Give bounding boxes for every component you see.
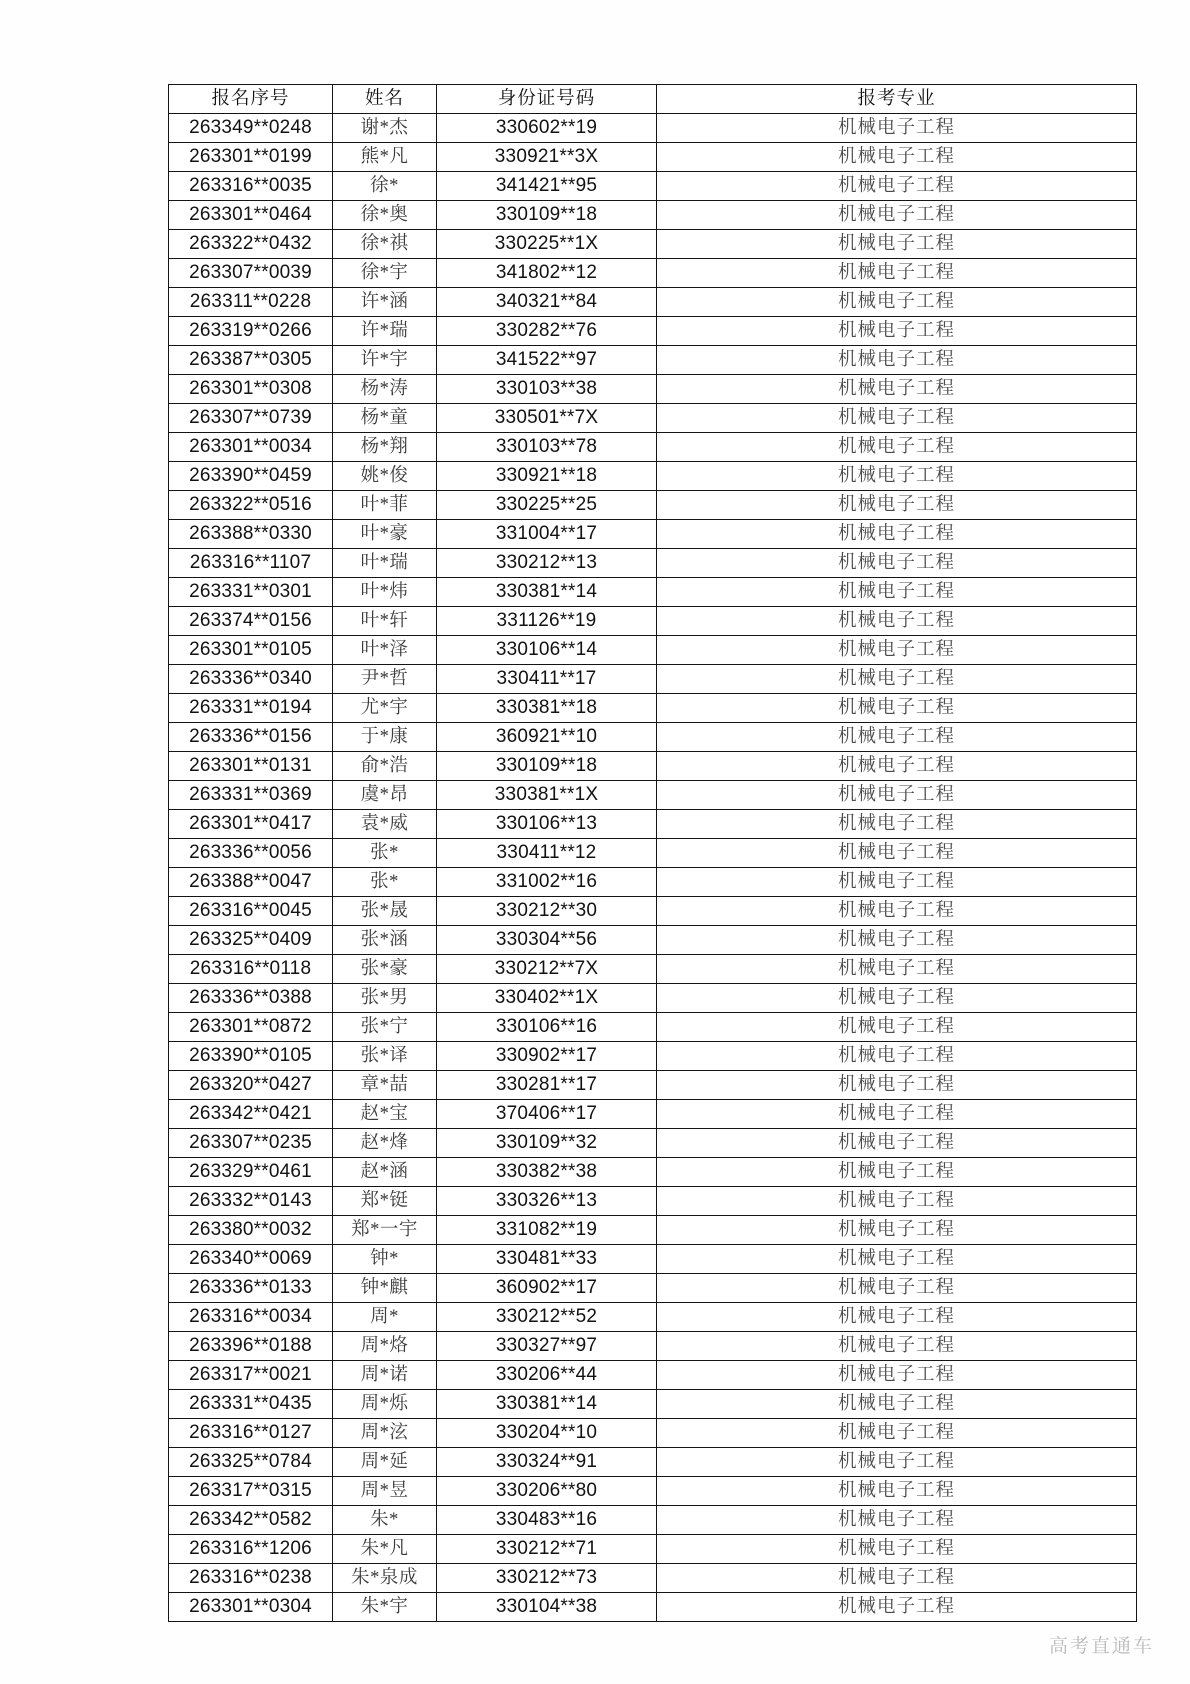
cell-id-number: 330281**17	[437, 1071, 657, 1100]
cell-candidate-name: 叶*菲	[333, 491, 437, 520]
cell-id-number: 330381**18	[437, 694, 657, 723]
table-row	[169, 955, 1137, 984]
cell-registration-number: 263342**0582	[169, 1506, 333, 1535]
cell-applied-major: 机械电子工程	[657, 520, 1137, 549]
cell-id-number: 330402**1X	[437, 984, 657, 1013]
cell-registration-number: 263301**0464	[169, 201, 333, 230]
cell-id-number: 330103**38	[437, 375, 657, 404]
cell-id-number: 330104**38	[437, 1593, 657, 1622]
cell-registration-number: 263316**0034	[169, 1303, 333, 1332]
cell-id-number: 330602**19	[437, 114, 657, 143]
table-row	[169, 1593, 1137, 1622]
cell-candidate-name: 于*康	[333, 723, 437, 752]
table-row	[169, 491, 1137, 520]
cell-candidate-name: 杨*涛	[333, 375, 437, 404]
cell-candidate-name: 钟*	[333, 1245, 437, 1274]
table-row	[169, 897, 1137, 926]
cell-applied-major: 机械电子工程	[657, 1593, 1137, 1622]
cell-candidate-name: 朱*宇	[333, 1593, 437, 1622]
cell-candidate-name: 赵*涵	[333, 1158, 437, 1187]
table-row	[169, 317, 1137, 346]
table-row	[169, 1332, 1137, 1361]
cell-applied-major: 机械电子工程	[657, 1100, 1137, 1129]
cell-id-number: 330109**32	[437, 1129, 657, 1158]
cell-id-number: 341522**97	[437, 346, 657, 375]
cell-candidate-name: 徐*宇	[333, 259, 437, 288]
cell-candidate-name: 周*诺	[333, 1361, 437, 1390]
table-row	[169, 433, 1137, 462]
cell-registration-number: 263319**0266	[169, 317, 333, 346]
table-row	[169, 1274, 1137, 1303]
cell-id-number: 341802**12	[437, 259, 657, 288]
cell-registration-number: 263316**0035	[169, 172, 333, 201]
cell-id-number: 330324**91	[437, 1448, 657, 1477]
table-row	[169, 288, 1137, 317]
table-row	[169, 549, 1137, 578]
cell-applied-major: 机械电子工程	[657, 839, 1137, 868]
cell-applied-major: 机械电子工程	[657, 1042, 1137, 1071]
cell-applied-major: 机械电子工程	[657, 1448, 1137, 1477]
cell-applied-major: 机械电子工程	[657, 288, 1137, 317]
table-row	[169, 1506, 1137, 1535]
cell-id-number: 330212**71	[437, 1535, 657, 1564]
table-row	[169, 1071, 1137, 1100]
cell-applied-major: 机械电子工程	[657, 1419, 1137, 1448]
cell-registration-number: 263307**0235	[169, 1129, 333, 1158]
cell-id-number: 331082**19	[437, 1216, 657, 1245]
cell-candidate-name: 许*宇	[333, 346, 437, 375]
cell-registration-number: 263390**0105	[169, 1042, 333, 1071]
cell-id-number: 330921**18	[437, 462, 657, 491]
cell-id-number: 331004**17	[437, 520, 657, 549]
cell-id-number: 330381**14	[437, 1390, 657, 1419]
column-header-major: 报考专业	[657, 85, 1137, 114]
cell-candidate-name: 钟*麒	[333, 1274, 437, 1303]
cell-candidate-name: 周*烁	[333, 1390, 437, 1419]
table-row	[169, 404, 1137, 433]
cell-applied-major: 机械电子工程	[657, 926, 1137, 955]
cell-registration-number: 263316**0127	[169, 1419, 333, 1448]
table-row	[169, 143, 1137, 172]
cell-applied-major: 机械电子工程	[657, 114, 1137, 143]
table-row	[169, 1158, 1137, 1187]
cell-candidate-name: 徐*奥	[333, 201, 437, 230]
cell-registration-number: 263317**0315	[169, 1477, 333, 1506]
table-row	[169, 375, 1137, 404]
cell-registration-number: 263331**0194	[169, 694, 333, 723]
table-row	[169, 752, 1137, 781]
cell-applied-major: 机械电子工程	[657, 143, 1137, 172]
cell-candidate-name: 叶*轩	[333, 607, 437, 636]
cell-candidate-name: 叶*豪	[333, 520, 437, 549]
cell-id-number: 330109**18	[437, 201, 657, 230]
table-row	[169, 1042, 1137, 1071]
cell-applied-major: 机械电子工程	[657, 955, 1137, 984]
cell-candidate-name: 许*瑞	[333, 317, 437, 346]
cell-candidate-name: 张*男	[333, 984, 437, 1013]
cell-id-number: 330212**7X	[437, 955, 657, 984]
table-row	[169, 665, 1137, 694]
cell-candidate-name: 熊*凡	[333, 143, 437, 172]
cell-candidate-name: 周*泫	[333, 1419, 437, 1448]
cell-candidate-name: 杨*童	[333, 404, 437, 433]
cell-id-number: 330206**44	[437, 1361, 657, 1390]
cell-applied-major: 机械电子工程	[657, 375, 1137, 404]
cell-id-number: 330106**14	[437, 636, 657, 665]
cell-registration-number: 263374**0156	[169, 607, 333, 636]
table-row	[169, 346, 1137, 375]
cell-registration-number: 263311**0228	[169, 288, 333, 317]
cell-candidate-name: 许*涵	[333, 288, 437, 317]
cell-candidate-name: 袁*威	[333, 810, 437, 839]
cell-candidate-name: 周*延	[333, 1448, 437, 1477]
cell-applied-major: 机械电子工程	[657, 1303, 1137, 1332]
cell-id-number: 370406**17	[437, 1100, 657, 1129]
cell-id-number: 330381**1X	[437, 781, 657, 810]
cell-applied-major: 机械电子工程	[657, 636, 1137, 665]
cell-candidate-name: 郑*铤	[333, 1187, 437, 1216]
cell-candidate-name: 朱*	[333, 1506, 437, 1535]
table-row	[169, 1390, 1137, 1419]
cell-applied-major: 机械电子工程	[657, 1332, 1137, 1361]
cell-registration-number: 263388**0047	[169, 868, 333, 897]
cell-candidate-name: 叶*炜	[333, 578, 437, 607]
cell-id-number: 330212**30	[437, 897, 657, 926]
cell-candidate-name: 张*豪	[333, 955, 437, 984]
cell-candidate-name: 杨*翔	[333, 433, 437, 462]
cell-applied-major: 机械电子工程	[657, 1506, 1137, 1535]
cell-applied-major: 机械电子工程	[657, 462, 1137, 491]
cell-candidate-name: 徐*	[333, 172, 437, 201]
cell-registration-number: 263390**0459	[169, 462, 333, 491]
cell-id-number: 330481**33	[437, 1245, 657, 1274]
cell-id-number: 330204**10	[437, 1419, 657, 1448]
cell-registration-number: 263322**0432	[169, 230, 333, 259]
watermark: 高考直通车	[1048, 1636, 1154, 1657]
table-row	[169, 723, 1137, 752]
table-row	[169, 201, 1137, 230]
table-row	[169, 1245, 1137, 1274]
column-header-seq: 报名序号	[169, 85, 333, 114]
table-row	[169, 1100, 1137, 1129]
cell-id-number: 330225**25	[437, 491, 657, 520]
cell-id-number: 330501**7X	[437, 404, 657, 433]
table-row	[169, 1564, 1137, 1593]
cell-applied-major: 机械电子工程	[657, 346, 1137, 375]
table-row	[169, 926, 1137, 955]
cell-applied-major: 机械电子工程	[657, 1071, 1137, 1100]
cell-registration-number: 263301**0034	[169, 433, 333, 462]
table-row	[169, 839, 1137, 868]
cell-candidate-name: 尤*宇	[333, 694, 437, 723]
cell-applied-major: 机械电子工程	[657, 1187, 1137, 1216]
cell-registration-number: 263301**0131	[169, 752, 333, 781]
cell-candidate-name: 叶*瑞	[333, 549, 437, 578]
cell-candidate-name: 姚*俊	[333, 462, 437, 491]
table-row	[169, 1535, 1137, 1564]
cell-candidate-name: 叶*泽	[333, 636, 437, 665]
cell-registration-number: 263340**0069	[169, 1245, 333, 1274]
cell-applied-major: 机械电子工程	[657, 1158, 1137, 1187]
table-row	[169, 172, 1137, 201]
table-row	[169, 1129, 1137, 1158]
cell-applied-major: 机械电子工程	[657, 723, 1137, 752]
cell-applied-major: 机械电子工程	[657, 578, 1137, 607]
cell-applied-major: 机械电子工程	[657, 172, 1137, 201]
table-row	[169, 636, 1137, 665]
cell-applied-major: 机械电子工程	[657, 1564, 1137, 1593]
cell-applied-major: 机械电子工程	[657, 1013, 1137, 1042]
cell-applied-major: 机械电子工程	[657, 868, 1137, 897]
cell-candidate-name: 赵*烽	[333, 1129, 437, 1158]
cell-registration-number: 263301**0199	[169, 143, 333, 172]
table-row	[169, 1187, 1137, 1216]
cell-id-number: 330212**73	[437, 1564, 657, 1593]
cell-registration-number: 263336**0340	[169, 665, 333, 694]
cell-applied-major: 机械电子工程	[657, 984, 1137, 1013]
cell-applied-major: 机械电子工程	[657, 694, 1137, 723]
cell-id-number: 360902**17	[437, 1274, 657, 1303]
cell-applied-major: 机械电子工程	[657, 810, 1137, 839]
cell-registration-number: 263331**0301	[169, 578, 333, 607]
table-row	[169, 781, 1137, 810]
cell-id-number: 330326**13	[437, 1187, 657, 1216]
cell-applied-major: 机械电子工程	[657, 607, 1137, 636]
cell-registration-number: 263396**0188	[169, 1332, 333, 1361]
cell-id-number: 330103**78	[437, 433, 657, 462]
cell-id-number: 330212**13	[437, 549, 657, 578]
table-row	[169, 1448, 1137, 1477]
roster-table-body	[169, 114, 1137, 1622]
cell-registration-number: 263325**0784	[169, 1448, 333, 1477]
cell-id-number: 341421**95	[437, 172, 657, 201]
cell-registration-number: 263317**0021	[169, 1361, 333, 1390]
cell-candidate-name: 虞*昂	[333, 781, 437, 810]
cell-candidate-name: 徐*祺	[333, 230, 437, 259]
cell-candidate-name: 张*涵	[333, 926, 437, 955]
table-row	[169, 810, 1137, 839]
cell-registration-number: 263331**0435	[169, 1390, 333, 1419]
cell-applied-major: 机械电子工程	[657, 1390, 1137, 1419]
cell-candidate-name: 张*晟	[333, 897, 437, 926]
cell-registration-number: 263349**0248	[169, 114, 333, 143]
cell-candidate-name: 郑*一宇	[333, 1216, 437, 1245]
cell-registration-number: 263336**0388	[169, 984, 333, 1013]
cell-id-number: 330902**17	[437, 1042, 657, 1071]
cell-candidate-name: 周*烙	[333, 1332, 437, 1361]
cell-candidate-name: 赵*宝	[333, 1100, 437, 1129]
cell-applied-major: 机械电子工程	[657, 549, 1137, 578]
table-row	[169, 607, 1137, 636]
cell-candidate-name: 朱*泉成	[333, 1564, 437, 1593]
table-row	[169, 114, 1137, 143]
cell-id-number: 330106**16	[437, 1013, 657, 1042]
cell-applied-major: 机械电子工程	[657, 1129, 1137, 1158]
cell-applied-major: 机械电子工程	[657, 1535, 1137, 1564]
roster-table-container	[168, 84, 1136, 1622]
cell-id-number: 340321**84	[437, 288, 657, 317]
cell-id-number: 330212**52	[437, 1303, 657, 1332]
cell-id-number: 330106**13	[437, 810, 657, 839]
cell-id-number: 330206**80	[437, 1477, 657, 1506]
cell-applied-major: 机械电子工程	[657, 752, 1137, 781]
table-row	[169, 1216, 1137, 1245]
table-row	[169, 1361, 1137, 1390]
cell-candidate-name: 谢*杰	[333, 114, 437, 143]
cell-id-number: 330327**97	[437, 1332, 657, 1361]
table-row	[169, 868, 1137, 897]
cell-id-number: 330411**17	[437, 665, 657, 694]
cell-registration-number: 263301**0308	[169, 375, 333, 404]
cell-applied-major: 机械电子工程	[657, 897, 1137, 926]
cell-registration-number: 263301**0872	[169, 1013, 333, 1042]
table-row	[169, 1303, 1137, 1332]
cell-applied-major: 机械电子工程	[657, 1274, 1137, 1303]
cell-candidate-name: 张*	[333, 839, 437, 868]
cell-applied-major: 机械电子工程	[657, 1216, 1137, 1245]
cell-applied-major: 机械电子工程	[657, 317, 1137, 346]
cell-applied-major: 机械电子工程	[657, 230, 1137, 259]
cell-applied-major: 机械电子工程	[657, 1477, 1137, 1506]
table-row	[169, 259, 1137, 288]
cell-applied-major: 机械电子工程	[657, 781, 1137, 810]
cell-candidate-name: 章*喆	[333, 1071, 437, 1100]
cell-registration-number: 263316**0118	[169, 955, 333, 984]
cell-registration-number: 263336**0056	[169, 839, 333, 868]
cell-applied-major: 机械电子工程	[657, 201, 1137, 230]
cell-id-number: 330921**3X	[437, 143, 657, 172]
cell-candidate-name: 朱*凡	[333, 1535, 437, 1564]
table-row	[169, 1013, 1137, 1042]
table-row	[169, 520, 1137, 549]
cell-candidate-name: 张*	[333, 868, 437, 897]
cell-candidate-name: 尹*哲	[333, 665, 437, 694]
cell-id-number: 330483**16	[437, 1506, 657, 1535]
cell-registration-number: 263332**0143	[169, 1187, 333, 1216]
cell-candidate-name: 周*昱	[333, 1477, 437, 1506]
cell-applied-major: 机械电子工程	[657, 665, 1137, 694]
cell-registration-number: 263307**0039	[169, 259, 333, 288]
cell-registration-number: 263301**0304	[169, 1593, 333, 1622]
table-row	[169, 578, 1137, 607]
table-row	[169, 1477, 1137, 1506]
cell-candidate-name: 俞*浩	[333, 752, 437, 781]
table-row	[169, 462, 1137, 491]
cell-registration-number: 263331**0369	[169, 781, 333, 810]
cell-applied-major: 机械电子工程	[657, 404, 1137, 433]
cell-registration-number: 263316**1107	[169, 549, 333, 578]
cell-registration-number: 263336**0133	[169, 1274, 333, 1303]
roster-table	[168, 84, 1137, 1622]
cell-applied-major: 机械电子工程	[657, 433, 1137, 462]
cell-registration-number: 263301**0417	[169, 810, 333, 839]
cell-registration-number: 263316**0045	[169, 897, 333, 926]
cell-id-number: 330304**56	[437, 926, 657, 955]
cell-id-number: 330109**18	[437, 752, 657, 781]
table-row	[169, 1419, 1137, 1448]
cell-applied-major: 机械电子工程	[657, 259, 1137, 288]
cell-registration-number: 263387**0305	[169, 346, 333, 375]
cell-id-number: 331126**19	[437, 607, 657, 636]
cell-registration-number: 263342**0421	[169, 1100, 333, 1129]
column-header-name: 姓名	[333, 85, 437, 114]
cell-id-number: 330411**12	[437, 839, 657, 868]
table-row	[169, 694, 1137, 723]
cell-id-number: 330225**1X	[437, 230, 657, 259]
cell-registration-number: 263316**0238	[169, 1564, 333, 1593]
cell-id-number: 331002**16	[437, 868, 657, 897]
cell-registration-number: 263325**0409	[169, 926, 333, 955]
table-header-row	[169, 85, 1137, 114]
cell-id-number: 330282**76	[437, 317, 657, 346]
cell-id-number: 330382**38	[437, 1158, 657, 1187]
cell-registration-number: 263380**0032	[169, 1216, 333, 1245]
table-row	[169, 984, 1137, 1013]
cell-id-number: 360921**10	[437, 723, 657, 752]
cell-registration-number: 263320**0427	[169, 1071, 333, 1100]
cell-candidate-name: 张*宁	[333, 1013, 437, 1042]
cell-registration-number: 263329**0461	[169, 1158, 333, 1187]
table-row	[169, 230, 1137, 259]
cell-candidate-name: 周*	[333, 1303, 437, 1332]
cell-registration-number: 263388**0330	[169, 520, 333, 549]
cell-candidate-name: 张*译	[333, 1042, 437, 1071]
cell-applied-major: 机械电子工程	[657, 491, 1137, 520]
cell-registration-number: 263322**0516	[169, 491, 333, 520]
cell-id-number: 330381**14	[437, 578, 657, 607]
cell-registration-number: 263336**0156	[169, 723, 333, 752]
column-header-id: 身份证号码	[437, 85, 657, 114]
cell-registration-number: 263316**1206	[169, 1535, 333, 1564]
cell-applied-major: 机械电子工程	[657, 1361, 1137, 1390]
cell-applied-major: 机械电子工程	[657, 1245, 1137, 1274]
cell-registration-number: 263307**0739	[169, 404, 333, 433]
cell-registration-number: 263301**0105	[169, 636, 333, 665]
